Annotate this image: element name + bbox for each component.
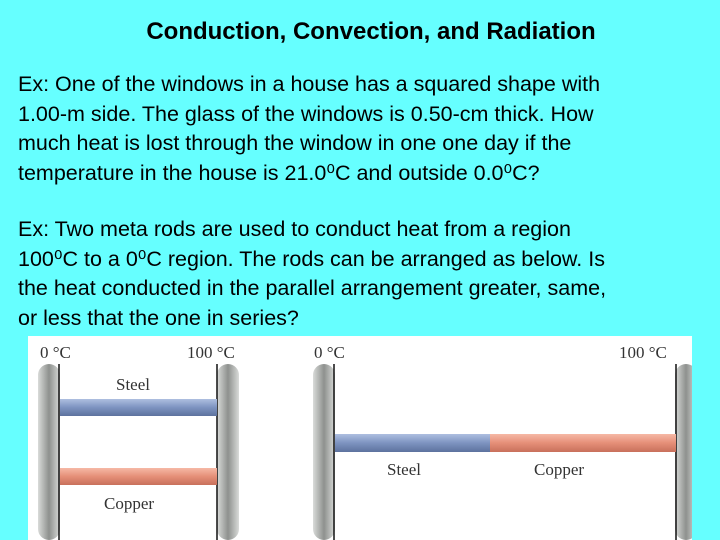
example-1-line: temperature in the house is 21.0⁰C and outside 0.0⁰C?: [18, 160, 540, 185]
example-1-line: much heat is lost through the window in one one day if the: [18, 131, 572, 155]
copper-rod-series: [490, 434, 676, 452]
example-2-line: the heat conducted in the parallel arrangement greater, same,: [18, 276, 607, 300]
rod-arrangement-figure: [28, 336, 692, 540]
steel-label: Steel: [387, 460, 421, 479]
hot-wall-right: [675, 364, 692, 540]
parallel-right-temp: 100 °C: [187, 343, 235, 362]
cold-wall-left: [313, 364, 335, 540]
example-1-line: Ex: One of the windows in a house has a squared shape with: [18, 72, 601, 96]
example-1-line: 1.00-m side. The glass of the windows is 0.50-cm thick. How: [18, 101, 594, 126]
series-right-temp: 100 °C: [619, 343, 667, 362]
series-left-temp: 0 °C: [314, 343, 345, 362]
example-2-line: or less that the one in series?: [18, 305, 299, 330]
hot-wall-right: [217, 364, 239, 540]
steel-label: Steel: [116, 375, 150, 394]
parallel-arrangement: [38, 343, 239, 540]
steel-rod-series: [335, 434, 490, 452]
rod-diagram: [28, 336, 692, 540]
example-1-text: [18, 70, 698, 188]
copper-rod-bottom: [60, 468, 217, 485]
slide-title: Conduction, Convection, and Radiation: [146, 18, 596, 45]
series-arrangement: [313, 343, 692, 540]
cold-wall-left: [38, 364, 60, 540]
parallel-left-temp: 0 °C: [40, 343, 71, 362]
example-2-text: [18, 215, 698, 333]
example-2-line: Ex: Two meta rods are used to conduct heat from a region: [18, 217, 571, 241]
copper-label: Copper: [104, 494, 155, 513]
steel-rod-top: [60, 399, 217, 416]
copper-label: Copper: [534, 460, 585, 479]
example-2-line: 100⁰C to a 0⁰C region. The rods can be arranged as below. Is: [18, 246, 605, 271]
